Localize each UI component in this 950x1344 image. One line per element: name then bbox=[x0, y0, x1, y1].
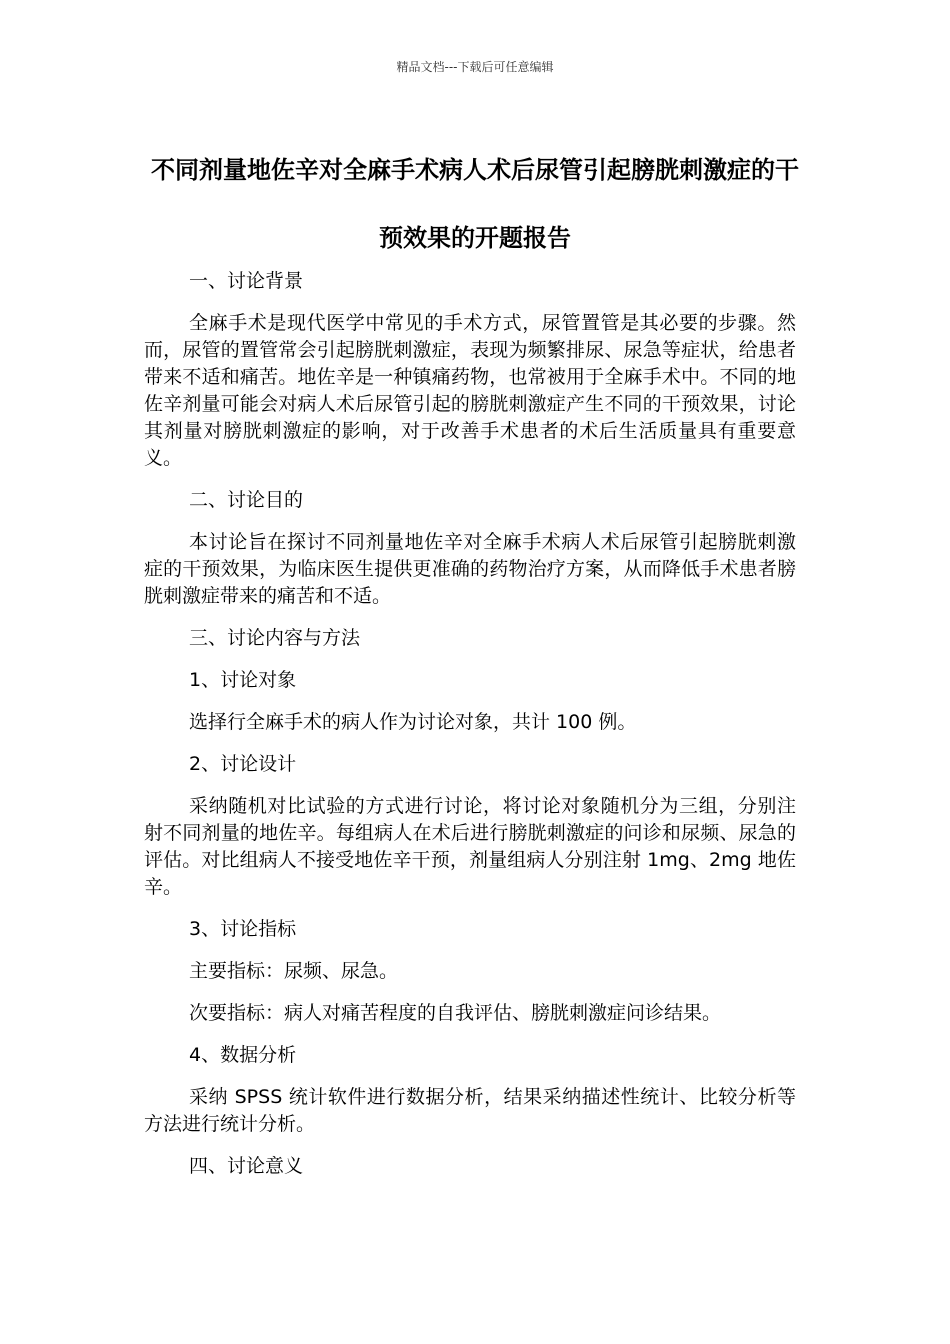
section-heading-purpose: 二、讨论目的 bbox=[189, 489, 304, 511]
paragraph-purpose: 本讨论旨在探讨不同剂量地佐辛对全麻手术病人术后尿管引起膀胱刺激症的干预效果，为临床医生提供更准确的药物治疗方案，从而降低手术患者膀胱刺激症带来的痛苦和不适。 bbox=[144, 531, 796, 607]
subheading-indicators: 3、讨论指标 bbox=[189, 918, 297, 940]
subheading-subjects: 1、讨论对象 bbox=[189, 669, 297, 691]
paragraph-background: 全麻手术是现代医学中常见的手术方式，尿管置管是其必要的步骤。然而，尿管的置管常会引起膀胱刺激症，表现为频繁排尿、尿急等症状，给患者带来不适和痛苦。地佐辛是一种镇痛药物，也常被用于全麻手术中。不同的地佐辛剂量可能会对病人术后尿管引起的膀胱刺激症产生不同的干预效果，讨论其剂量对膀胱刺激症的影响，对于改善手术患者的术后生活质量具有重要意义。 bbox=[144, 312, 796, 469]
paragraph-secondary-indicator: 次要指标：病人对痛苦程度的自我评估、膀胱刺激症问诊结果。 bbox=[189, 1002, 722, 1024]
section-heading-methods: 三、讨论内容与方法 bbox=[189, 627, 361, 649]
paragraph-data-analysis: 采纳 SPSS 统计软件进行数据分析，结果采纳描述性统计、比较分析等方法进行统计分析。 bbox=[144, 1086, 796, 1135]
subheading-data-analysis: 4、数据分析 bbox=[189, 1044, 297, 1066]
header-note: 精品文档---下载后可任意编辑 bbox=[396, 60, 554, 74]
paragraph-primary-indicator: 主要指标：尿频、尿急。 bbox=[189, 960, 399, 982]
section-heading-significance: 四、讨论意义 bbox=[189, 1155, 304, 1177]
paragraph-design: 采纳随机对比试验的方式进行讨论，将讨论对象随机分为三组，分别注射不同剂量的地佐辛。每组病人在术后进行膀胱刺激症的问诊和尿频、尿急的评估。对比组病人不接受地佐辛干预，剂量组病人分别注射 1mg、2mg 地佐辛。 bbox=[144, 795, 796, 898]
section-heading-background: 一、讨论背景 bbox=[189, 270, 304, 292]
subheading-design: 2、讨论设计 bbox=[189, 753, 297, 775]
document-title: 不同剂量地佐辛对全麻手术病人术后尿管引起膀胱刺激症的干预效果的开题报告 bbox=[151, 156, 799, 252]
document-body bbox=[144, 268, 796, 1180]
paragraph-subjects: 选择行全麻手术的病人作为讨论对象，共计 100 例。 bbox=[189, 711, 637, 733]
